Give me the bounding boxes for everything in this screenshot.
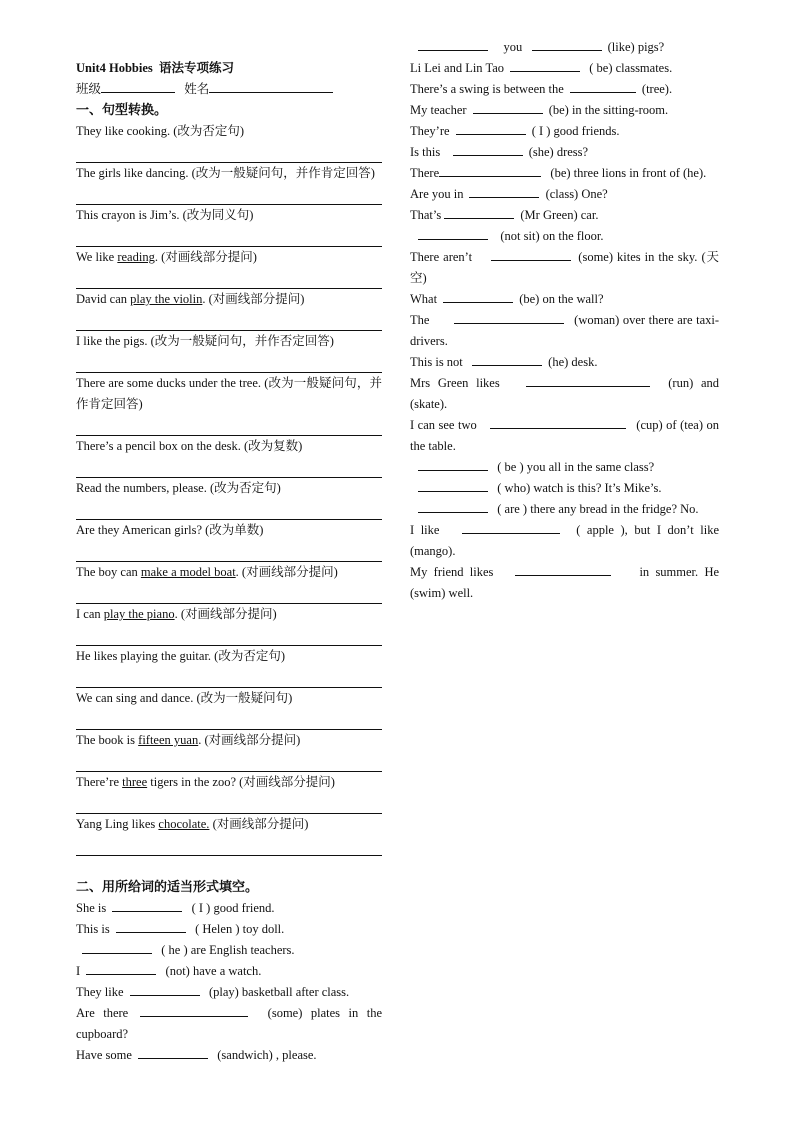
answer-blank[interactable] [469,184,539,198]
answer-line[interactable] [76,541,382,562]
answer-line[interactable] [76,751,382,772]
title-line [76,58,382,79]
fill-item: Have some (sandwich) , please. [76,1045,382,1066]
title-english: Unit4 Hobbies [76,61,153,75]
answer-line[interactable] [76,142,382,163]
fill-item: This is not (he) desk. [410,352,719,373]
answer-blank[interactable] [112,898,182,912]
question-text: David can play the violin. (对画线部分提问) [76,292,305,306]
answer-line[interactable] [76,268,382,289]
answer-line[interactable] [76,499,382,520]
question-text: There’re three tigers in the zoo? (对画线部分提问) [76,775,335,789]
fill-item: She is ( I ) good friend. [76,898,382,919]
fill-item: you (like) pigs? [410,37,719,58]
fill-item: ( who) watch is this? It’s Mike’s. [410,478,719,499]
fill-item: The (woman) over there are taxi-drivers. [410,310,719,352]
answer-blank[interactable] [456,121,526,135]
answer-blank[interactable] [454,310,564,324]
left-column [76,58,382,1066]
answer-line[interactable] [76,625,382,646]
question-text: We can sing and dance. (改为一般疑问句) [76,691,293,705]
fill-item: ( are ) there any bread in the fridge? No. [410,499,719,520]
question-text: Yang Ling likes chocolate. (对画线部分提问) [76,817,309,831]
question-text: The girls like dancing. (改为一般疑问句，并作肯定回答) [76,166,375,180]
answer-blank[interactable] [418,457,488,471]
fill-item: ( he ) are English teachers. [76,940,382,961]
answer-blank[interactable] [140,1003,248,1017]
answer-blank[interactable] [532,37,602,51]
answer-blank[interactable] [418,499,488,513]
fill-item: They’re ( I ) good friends. [410,121,719,142]
answer-line[interactable] [76,184,382,205]
answer-blank[interactable] [418,37,488,51]
fill-item: Is this (she) dress? [410,142,719,163]
question-text: Read the numbers, please. (改为否定句) [76,481,281,495]
question-text: The boy can make a model boat. (对画线部分提问) [76,565,338,579]
answer-blank[interactable] [116,919,186,933]
name-blank[interactable] [209,79,333,93]
fill-item: (not sit) on the floor. [410,226,719,247]
section1-heading: 一、句型转换。 [76,103,168,118]
answer-line[interactable] [76,415,382,436]
answer-blank[interactable] [418,478,488,492]
question-text: Are they American girls? (改为单数) [76,523,264,537]
question-text: We like reading. (对画线部分提问) [76,250,257,264]
question-text: The book is fifteen yuan. (对画线部分提问) [76,733,301,747]
title-chinese: 语法专项练习 [159,61,235,75]
fill-item: There’s a swing is between the (tree). [410,79,719,100]
underlined-part: make a model boat [140,565,236,579]
fill-item: I can see two (cup) of (tea) on the table. [410,415,719,457]
answer-blank[interactable] [510,58,580,72]
answer-blank[interactable] [443,289,513,303]
underlined-part: three [122,775,148,789]
class-blank[interactable] [101,79,175,93]
name-label: 姓名 [184,82,210,96]
answer-line[interactable] [76,583,382,604]
fill-item: I (not) have a watch. [76,961,382,982]
answer-blank[interactable] [472,352,542,366]
question-text: I like the pigs. (改为一般疑问句，并作否定回答) [76,334,334,348]
class-name-line [76,79,382,100]
answer-blank[interactable] [444,205,514,219]
answer-line[interactable] [76,457,382,478]
answer-blank[interactable] [453,142,523,156]
fill-item: I like ( apple ), but I don’t like (mango). [410,520,719,562]
answer-blank[interactable] [439,163,541,177]
underlined-part: fifteen yuan [138,733,199,747]
underlined-part: reading [117,250,155,264]
section2-heading: 二、用所给词的适当形式填空。 [76,880,259,895]
fill-item: My teacher (be) in the sitting-room. [410,100,719,121]
answer-line[interactable] [76,226,382,247]
answer-line[interactable] [76,667,382,688]
fill-item: ( be ) you all in the same class? [410,457,719,478]
answer-blank[interactable] [491,247,571,261]
fill-item: Mrs Green likes (run) and (skate). [410,373,719,415]
answer-blank[interactable] [526,373,650,387]
underlined-part: play the violin [130,292,203,306]
answer-blank[interactable] [462,520,560,534]
class-label: 班级 [76,82,102,96]
fill-item: Are you in (class) One? [410,184,719,205]
fill-item: They like (play) basketball after class. [76,982,382,1003]
answer-blank[interactable] [570,79,636,93]
question-text: He likes playing the guitar. (改为否定句) [76,649,285,663]
fill-item: That’s (Mr Green) car. [410,205,719,226]
fill-item: My friend likes in summer. He (swim) well. [410,562,719,604]
answer-blank[interactable] [82,940,152,954]
fill-item: Are there (some) plates in the cupboard? [76,1003,382,1045]
fill-item: There aren’t (some) kites in the sky. (天空) [410,247,719,289]
fill-item: There (be) three lions in front of (he). [410,163,719,184]
underlined-part: chocolate. [158,817,210,831]
answer-line[interactable] [76,352,382,373]
section2-left-list [76,898,382,1066]
question-text: I can play the piano. (对画线部分提问) [76,607,277,621]
answer-blank[interactable] [515,562,611,576]
answer-line[interactable] [76,310,382,331]
fill-item: Li Lei and Lin Tao ( be) classmates. [410,58,719,79]
fill-item: This is ( Helen ) toy doll. [76,919,382,940]
answer-blank[interactable] [473,100,543,114]
question-text: There are some ducks under the tree. (改为一般疑问句，并作肯定回答) [76,376,382,411]
question-text: There’s a pencil box on the desk. (改为复数) [76,439,303,453]
answer-blank[interactable] [138,1045,208,1059]
right-column [410,37,719,604]
fill-item: What (be) on the wall? [410,289,719,310]
answer-blank[interactable] [418,226,488,240]
answer-blank[interactable] [86,961,156,975]
answer-line[interactable] [76,835,382,856]
underlined-part: play the piano [103,607,175,621]
answer-line[interactable] [76,709,382,730]
section1-list [76,121,382,856]
answer-blank[interactable] [130,982,200,996]
answer-line[interactable] [76,793,382,814]
answer-blank[interactable] [490,415,626,429]
question-text: This crayon is Jim’s. (改为同义句) [76,208,254,222]
question-text: They like cooking. (改为否定句) [76,124,245,138]
